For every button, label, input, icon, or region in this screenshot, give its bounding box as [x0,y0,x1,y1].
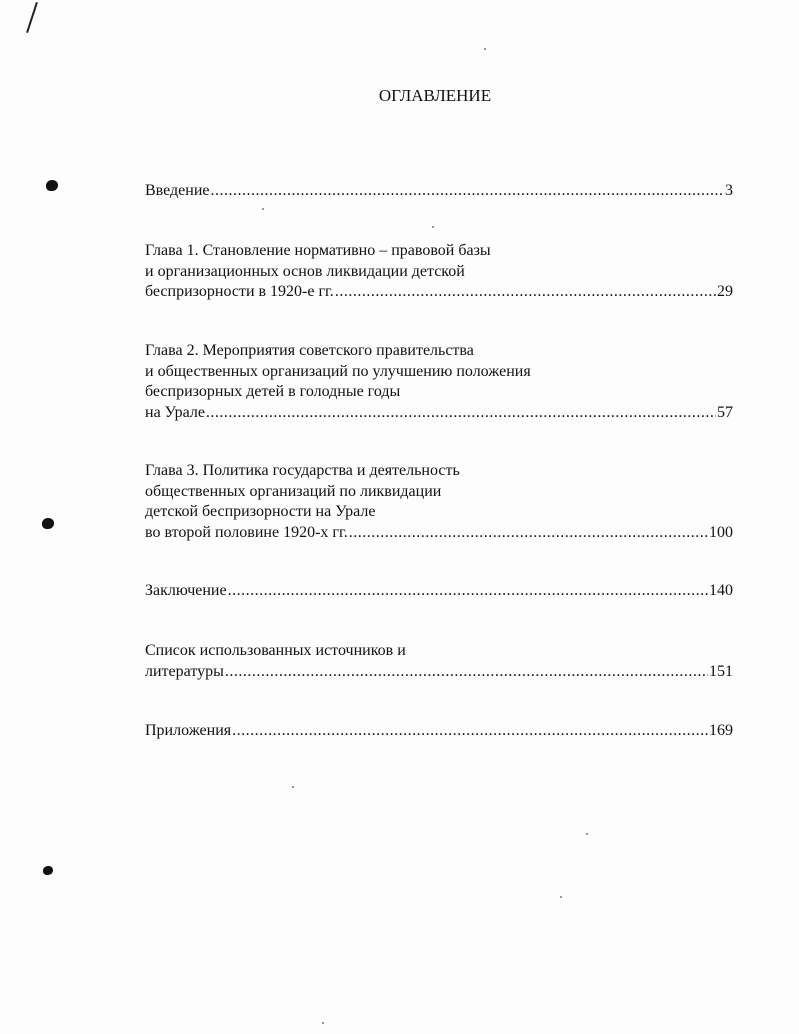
toc-page-number: 100 [709,523,733,541]
dot-leader [211,181,725,202]
toc-entry-line [145,523,733,544]
dot-leader [349,523,708,544]
toc-page-number: 3 [725,182,733,199]
toc-entry-line [145,181,733,202]
scan-speck [262,208,264,210]
toc-entry-label: во второй половине 1920-х гг. [145,523,348,541]
toc-entry-line [145,581,733,602]
toc-entry-line [145,721,733,742]
scan-speck [292,786,294,788]
toc-entry-text-line: и общественных организаций по улучшению положения [145,362,531,380]
toc-entry-line [145,403,733,424]
page-title: ОГЛАВЛЕНИЕ [378,86,492,105]
dot-leader [335,282,716,303]
toc-entry-text-line: детской беспризорности на Урале [145,503,376,520]
toc-page-number: 29 [717,283,733,300]
punch-hole [42,518,54,529]
toc-entry-text-line: и организационных основ ликвидации детской [145,262,465,280]
dot-leader [206,403,716,424]
toc-entry-bibliography [145,641,733,682]
toc-entry-text-line: Глава 1. Становление нормативно – правовой базы [145,242,491,259]
toc-entry-label: на Урале [145,403,205,421]
toc-entry-introduction [145,181,733,202]
toc-entry-chapter-3 [145,461,733,543]
toc-entry-label: Заключение [145,582,227,599]
toc-entry-text-line: беспризорных детей в голодные годы [145,383,401,400]
toc-entry-label: Введение [145,182,210,199]
toc-entry-text-line: общественных организаций по ликвидации [145,482,442,500]
toc-page-number: 140 [709,582,733,599]
toc-entry-line [145,662,733,683]
dot-leader [225,662,708,683]
toc-entry-label: беспризорности в 1920-е гг. [145,283,334,300]
punch-hole [43,866,53,875]
toc-entry-line [145,282,733,303]
toc-page-number: 57 [717,403,733,421]
toc-page-number: 169 [709,722,733,739]
toc-entry-chapter-2 [145,341,733,423]
toc-entry-label: литературы [145,662,224,680]
toc-entry-chapter-1 [145,241,733,303]
toc-entry-conclusion [145,581,733,602]
toc-entry-text-line: Список использованных источников и [145,642,406,659]
scan-speck [484,48,486,50]
scan-speck [586,833,588,835]
scan-speck [322,1022,324,1024]
toc-page-number: 151 [709,662,733,680]
toc-entry-text-line: Глава 2. Мероприятия советского правительства [145,342,474,359]
toc-entry-appendices [145,721,733,742]
punch-hole [46,180,58,191]
scan-speck [432,226,434,228]
scan-speck [560,896,562,898]
toc-entry-label: Приложения [145,722,232,739]
toc-entry-text-line: Глава 3. Политика государства и деятельность [145,462,460,479]
dot-leader [228,581,708,602]
dot-leader [232,721,708,742]
pen-mark [26,2,38,33]
